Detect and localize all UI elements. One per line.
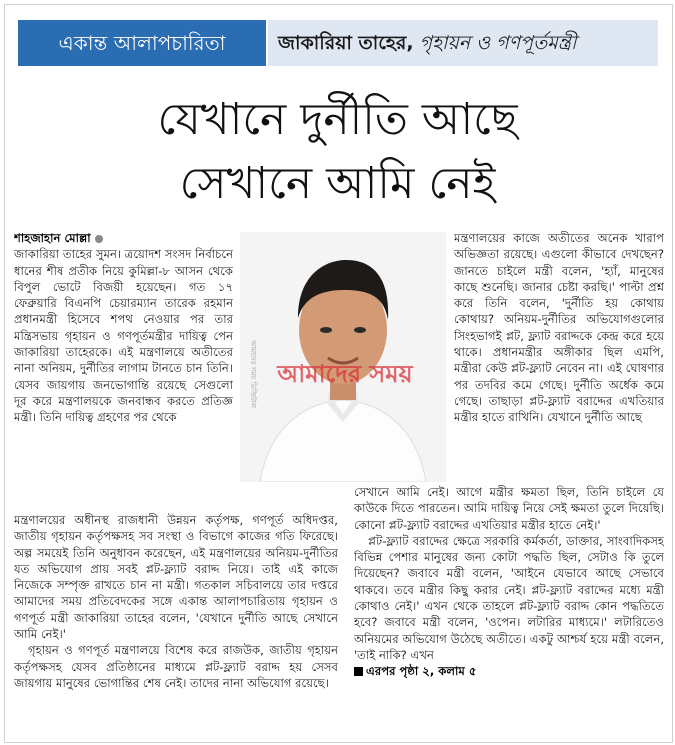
person-title (268, 20, 658, 66)
article-column-a (14, 230, 233, 512)
article-text-wide-a: মন্ত্রণালয়ের অধীনস্থ রাজধানী উন্নয়ন কর্তৃপক্ষ, গণপূর্ত অধিদপ্তর, জাতীয় গৃহায়ন কর্তৃপক্ষসহ সব সংস্থা ও বিভাগে কাজের গতি ফিরেছে। অল্প সময়েই তিনি অনুধাবন করেছেন, এই মন্ত্রণালয়ের অনিয়ম-দুর্নীতির যত অভিযোগ প্রায় সবই প্লট-ফ্ল্যাট বরাদ্দ নিয়ে। তাই এই কাজে নিজেকে সম্পৃক্ত রাখতে চান না মন্ত্রী। গতকাল সচিবালয়ে তার দপ্তরে আমাদের সময় প্রতিবেদকের সঙ্গে একান্ত আলাপচারিতায় গৃহায়ন ও গণপূর্ত মন্ত্রী জাকারিয়া তাহের বলেন, 'যেখানে দুর্নীতি আছে সেখানে আমি নেই।' (14, 513, 338, 642)
article-wide-b (354, 484, 664, 714)
article-wide-a (14, 512, 338, 732)
article-column-b (454, 230, 664, 512)
article-text-wide-b: সেখানে আমি নেই। আগে মন্ত্রীর ক্ষমতা ছিল, তিনি চাইলে যে কাউকে দিতে পারতেন। আমি দায়িত্ব নিয়ে সেই ক্ষমতা তুলে দিয়েছি। কোনো প্লট-ফ্ল্যাট বরাদ্দের এখতিয়ার মন্ত্রীর হাতে নেই।' (354, 485, 664, 532)
article-text-b: মন্ত্রণালয়ের কাজে অতীতের অনেক খারাপ অভিজ্ঞতা রয়েছে। এগুলো কীভাবে দেখছেন? জানতে চাইলে মন্ত্রী বলেন, 'হ্যাঁ, মানুষের কাছে শুনেছি। জানার চেষ্টা করছি।' পাল্টা প্রশ্ন করে তিনি বলেন, 'দুর্নীতি হয় কোথায় কোথায়? অনিয়ম-দুর্নীতির অভিযোগগুলোর সিংহভাগই প্লট, ফ্ল্যাট বরাদ্দকে কেন্দ্র করে হয়ে থাকে। প্রধানমন্ত্রীর অঙ্গীকার ছিল এমপি, মন্ত্রীরা কেউ প্লট-ফ্ল্যাট নেবেন না। এই ঘোষণার পর তদবির কমে গেছে। দুর্নীতি অর্ধেক কমে গেছে। তাছাড়া প্লট-ফ্ল্যাট বরাদ্দের এখতিয়ার মন্ত্রীর হাতে রাখিনি। যেখানে দুর্নীতি আছে (454, 231, 664, 425)
article-text-wide-a2: গৃহায়ন ও গণপূর্ত মন্ত্রণালয়ে বিশেষ করে রাজউক, জাতীয় গৃহায়ন কর্তৃপক্ষসহ যেসব প্রতিষ্ঠানের মাধ্যমে প্লট-ফ্ল্যাট বরাদ্দ হয় সেসব জায়গায় মানুষের ভোগান্তির শেষ নেই। তাদের নানা অভিযোগ রয়েছে। (14, 643, 338, 690)
bullet-icon (95, 235, 103, 243)
headline-line-1: যেখানে দুর্নীতি আছে (157, 94, 518, 145)
section-label: একান্ত আলাপচারিতা (18, 20, 266, 66)
square-icon (354, 667, 363, 676)
article-text-wide-b2: প্লট-ফ্ল্যাট বরাদ্দের ক্ষেত্রে সরকারি কর্মকর্তা, ডাক্তার, সাংবাদিকসহ বিভিন্ন পেশার মানুষের জন্য কোটা পদ্ধতি ছিল, সেটাও কি তুলে দিয়েছেন? জবাবে মন্ত্রী বলেন, 'আইনে যেভাবে আছে সেভাবে থাকবে। তবে মন্ত্রীর কিছু করার নেই। প্লট-ফ্ল্যাট বরাদ্দের মধ্যে মন্ত্রী কোথাও নেই।' এখন থেকে তাহলে প্লট-ফ্ল্যাট বরাদ্দ কোন পদ্ধতিতে হবে? জবাবে মন্ত্রী বলেন, 'ওপেন। লটারির মাধ্যমে।' লটারিতেও অনিয়মের অভিযোগ উঠেছে অতীতে। একটু আশ্চর্য হয়ে মন্ত্রী বলেন, 'তাই নাকি? এখন (354, 533, 664, 662)
person-name: জাকারিয়া তাহের, (278, 32, 414, 54)
continued-label: এরপর পৃষ্ঠা ২, কলাম ৫ (366, 664, 477, 679)
byline: শাহজাহান মোল্লা (14, 231, 91, 245)
photo-credit: আমাদের সময় ডিজিটাল (249, 340, 257, 408)
headline-line-2: সেখানে আমি নেই (179, 158, 496, 209)
watermark-logo: আমাদের সময় (277, 360, 413, 388)
header-bar (18, 20, 658, 66)
article-text-a: জাকারিয়া তাহের সুমন। ত্রয়োদশ সংসদ নির্বাচনে ধানের শীষ প্রতীক নিয়ে কুমিল্লা-৮ আসন থেকে বিপুল ভোটে বিজয়ী হয়েছেন। গত ১৭ ফেব্রুয়ারি বিএনপি চেয়ারম্যান তারেক রহমান প্রধানমন্ত্রী হিসেবে শপথ নেওয়ার পর তার মন্ত্রিসভায় গৃহায়ন ও গণপূর্তমন্ত্রীর দায়িত্ব পেন জাকারিয়া তাহেরকে। এই মন্ত্রণালয়ে অতীতের নানা অনিয়ম, দুর্নীতির লাগাম টানতে চান তিনি। যেসব জায়গায় জনভোগান্তি রয়েছে সেগুলো দূর করে মন্ত্রণালয়কে জনবান্ধব করতে প্রতিজ্ঞ মন্ত্রী। তিনি দায়িত্ব গ্রহণের পর থেকে (14, 247, 233, 425)
continued-note (354, 663, 664, 679)
person-role: গৃহায়ন ও গণপূর্তমন্ত্রী (419, 32, 577, 54)
